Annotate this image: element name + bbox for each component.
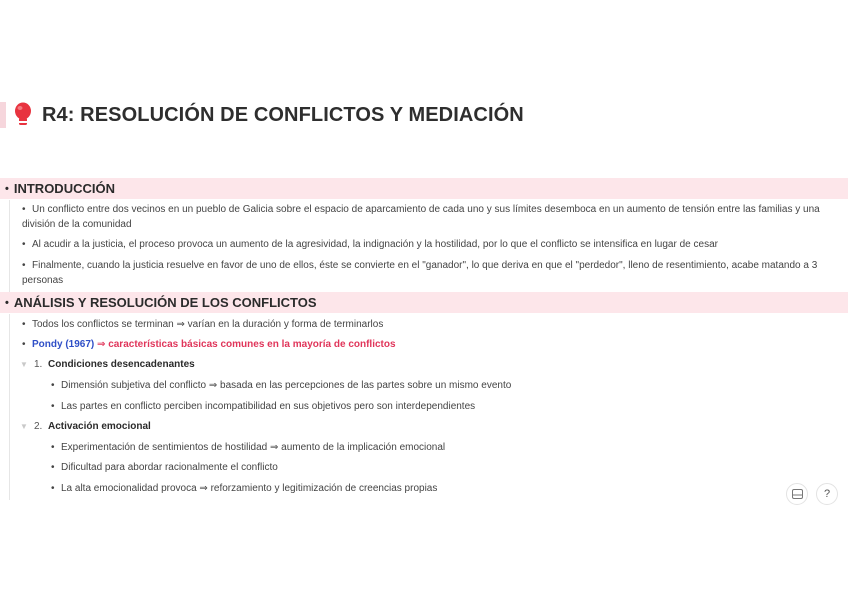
boxing-glove-icon xyxy=(12,102,34,128)
list-item: • Dificultad para abordar racionalmente el conflicto xyxy=(51,461,278,476)
list-item: • Experimentación de sentimientos de hostilidad ⇒ aumento de la implicación emocional xyxy=(51,441,445,456)
bullet-icon: • xyxy=(22,239,26,250)
help-icon: ? xyxy=(823,488,831,500)
section-rail xyxy=(9,314,10,500)
bullet-icon: • xyxy=(51,483,55,494)
bullet-icon: • xyxy=(51,401,55,412)
page-title xyxy=(12,100,524,130)
numbered-heading[interactable]: ▼ 1. Condiciones desencadenantes xyxy=(20,359,195,370)
section-heading-analisis xyxy=(0,292,848,313)
section-heading-text: ANÁLISIS Y RESOLUCIÓN DE LOS CONFLICTOS xyxy=(13,295,317,310)
highlight-text: ⇒ características básicas comunes en la mayoría de conflictos xyxy=(97,339,396,350)
panel-toggle-button[interactable] xyxy=(786,483,808,505)
section-heading-introduccion xyxy=(0,178,848,199)
collapse-toggle-icon[interactable]: ▼ xyxy=(20,422,28,431)
list-item: • Al acudir a la justicia, el proceso provoca un aumento de la agresividad, la indignación y la hostilidad, por lo que el conflicto se intensifica en lugar de cesar xyxy=(22,238,718,253)
bullet-icon: • xyxy=(51,442,55,453)
panel-icon xyxy=(792,489,803,499)
bullet-icon: • xyxy=(22,260,26,271)
section-rail xyxy=(9,200,10,292)
bullet-icon: • xyxy=(22,339,26,350)
bullet-icon: • xyxy=(51,462,55,473)
help-button[interactable] xyxy=(816,483,838,505)
numbered-heading[interactable]: ▼ 2. Activación emocional xyxy=(20,421,151,432)
list-item: • Todos los conflictos se terminan ⇒ varían en la duración y forma de terminarlos xyxy=(22,318,383,333)
list-item: • Dimensión subjetiva del conflicto ⇒ basada en las percepciones de las partes sobre un mismo evento xyxy=(51,379,511,394)
title-accent-bar xyxy=(0,102,6,128)
highlight-item xyxy=(22,338,396,353)
list-item: • Un conflicto entre dos vecinos en un pueblo de Galicia sobre el espacio de aparcamiento de cada uno y sus límites desemboca en un aumento de tensión entre las familias y una división de la comunidad xyxy=(22,204,820,230)
bullet-icon: • xyxy=(22,319,26,330)
bullet-icon: • xyxy=(51,380,55,391)
bullet-icon: • xyxy=(5,182,9,195)
collapse-toggle-icon[interactable]: ▼ xyxy=(20,360,28,369)
page-title-text: R4: RESOLUCIÓN DE CONFLICTOS Y MEDIACIÓN xyxy=(42,103,524,126)
bullet-icon: • xyxy=(5,296,9,309)
author-citation: Pondy (1967) xyxy=(32,339,95,350)
list-item: • Las partes en conflicto perciben incompatibilidad en sus objetivos pero son interdependientes xyxy=(51,400,475,415)
bullet-icon: • xyxy=(22,204,26,215)
section-heading-text: INTRODUCCIÓN xyxy=(13,181,115,196)
list-item: • Finalmente, cuando la justicia resuelve en favor de uno de ellos, éste se convierte en el "ganador", lo que deriva en que el "perdedor", lleno de resentimiento, acabe matando a 3 personas xyxy=(22,260,818,286)
list-item: • La alta emocionalidad provoca ⇒ reforzamiento y legitimización de creencias propias xyxy=(51,482,437,497)
